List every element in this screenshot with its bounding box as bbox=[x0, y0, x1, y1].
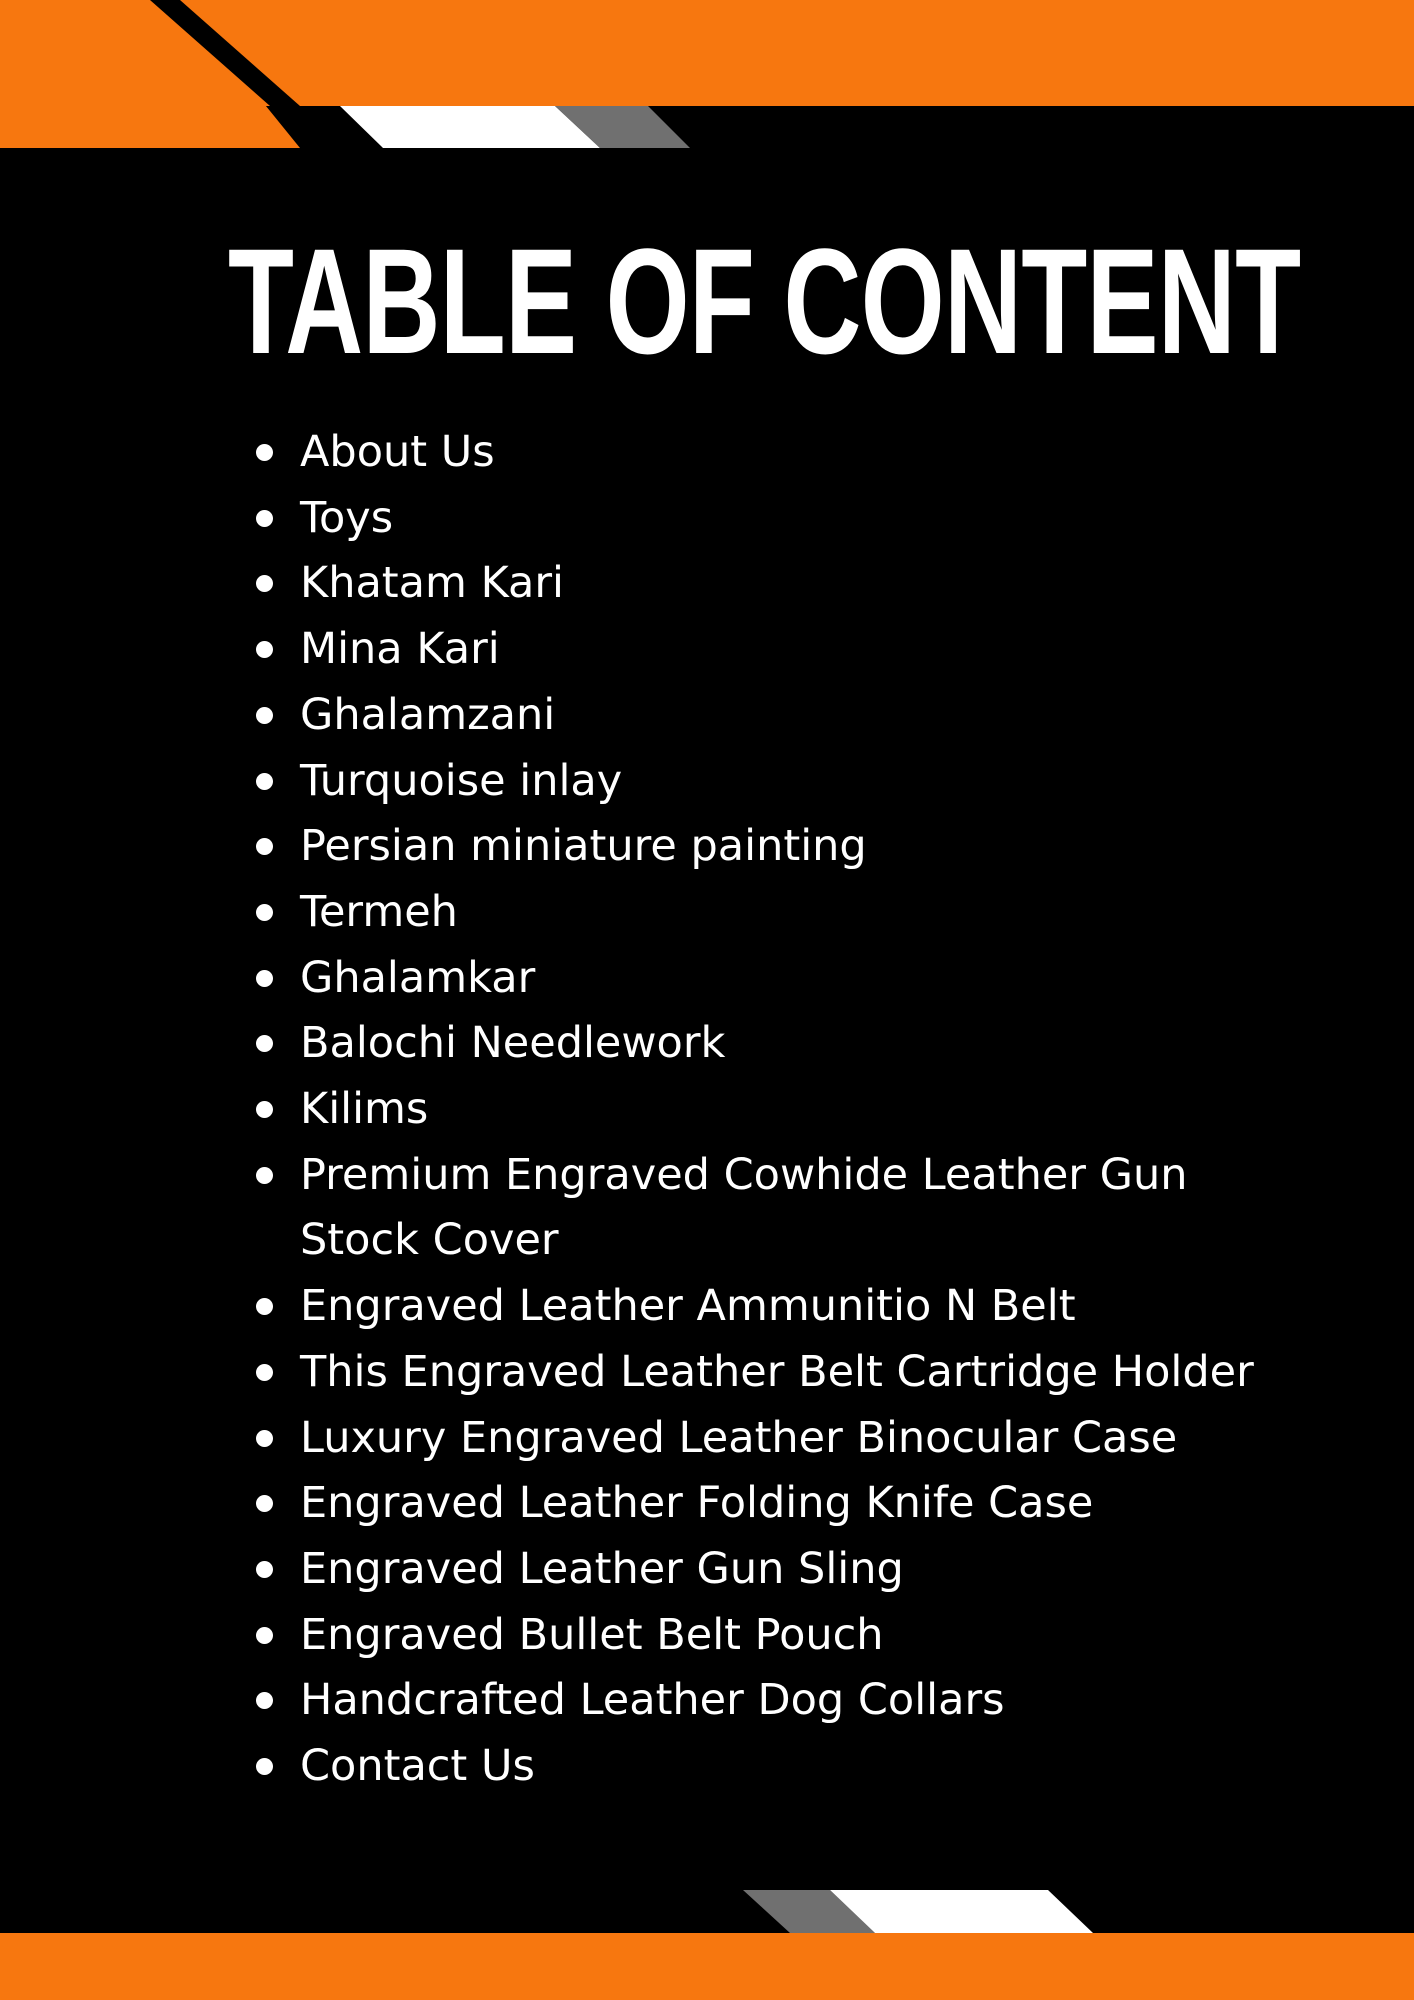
bullet-icon bbox=[256, 1167, 273, 1184]
bullet-icon bbox=[256, 970, 273, 987]
list-item-label: Ghalamkar bbox=[300, 952, 536, 1003]
list-item-label: Contact Us bbox=[300, 1741, 535, 1792]
bullet-icon bbox=[256, 1495, 273, 1512]
list-item-label: Premium Engraved Cowhide Leather Gun Stock Cover bbox=[300, 1149, 1188, 1266]
bullet-icon bbox=[256, 575, 273, 592]
bullet-icon bbox=[256, 1035, 273, 1052]
list-item bbox=[0, 1077, 1260, 1143]
list-item bbox=[0, 486, 1260, 552]
bullet-icon bbox=[256, 1758, 273, 1775]
bullet-icon bbox=[256, 1561, 273, 1578]
list-item bbox=[0, 1734, 1260, 1800]
list-item bbox=[0, 1011, 1260, 1077]
bullet-icon bbox=[256, 1692, 273, 1709]
list-item-label: Termeh bbox=[300, 886, 458, 937]
list-item bbox=[0, 1603, 1260, 1669]
bullet-icon bbox=[256, 1101, 273, 1118]
list-item-label: Handcrafted Leather Dog Collars bbox=[300, 1675, 1005, 1726]
bullet-icon bbox=[256, 707, 273, 724]
list-item bbox=[0, 1143, 1260, 1274]
list-item bbox=[0, 1340, 1260, 1406]
top-white-stripe bbox=[340, 106, 600, 148]
list-item-label: Khatam Kari bbox=[300, 558, 564, 609]
bullet-icon bbox=[256, 838, 273, 855]
list-item bbox=[0, 1668, 1260, 1734]
list-item bbox=[0, 814, 1260, 880]
list-item bbox=[0, 1406, 1260, 1472]
bullet-icon bbox=[256, 773, 273, 790]
list-item-label: Turquoise inlay bbox=[300, 755, 623, 806]
list-item-label: Engraved Leather Gun Sling bbox=[300, 1543, 904, 1594]
bullet-icon bbox=[256, 1298, 273, 1315]
list-item bbox=[0, 1537, 1260, 1603]
list-item-label: Balochi Needlework bbox=[300, 1018, 726, 1069]
bullet-icon bbox=[256, 1364, 273, 1381]
bottom-white-stripe bbox=[830, 1890, 1093, 1933]
bullet-icon bbox=[256, 904, 273, 921]
list-item-label: Luxury Engraved Leather Binocular Case bbox=[300, 1412, 1178, 1463]
page-title: TABLE OF CONTENT bbox=[228, 217, 1301, 385]
bullet-icon bbox=[256, 444, 273, 461]
list-item bbox=[0, 749, 1260, 815]
list-item-label: Engraved Leather Ammunitio N Belt bbox=[300, 1281, 1076, 1332]
list-item-label: Kilims bbox=[300, 1084, 429, 1135]
list-item-label: Persian miniature painting bbox=[300, 821, 867, 872]
list-item-label: Engraved Leather Folding Knife Case bbox=[300, 1478, 1094, 1529]
list-item bbox=[0, 420, 1260, 486]
list-item-label: Ghalamzani bbox=[300, 689, 556, 740]
list-item-label: About Us bbox=[300, 427, 495, 477]
list-item-label: This Engraved Leather Belt Cartridge Holder bbox=[300, 1346, 1254, 1397]
list-item bbox=[0, 617, 1260, 683]
list-item bbox=[0, 551, 1260, 617]
list-item-label: Toys bbox=[300, 492, 394, 543]
list-item-label: Engraved Bullet Belt Pouch bbox=[300, 1609, 884, 1660]
bullet-icon bbox=[256, 1430, 273, 1447]
list-item bbox=[0, 946, 1260, 1012]
table-of-contents-list bbox=[0, 420, 1414, 1800]
bottom-orange-bar bbox=[0, 1933, 1414, 2000]
bullet-icon bbox=[256, 641, 273, 658]
list-item-label: Mina Kari bbox=[300, 624, 500, 675]
list-item bbox=[0, 1274, 1260, 1340]
list-item bbox=[0, 1471, 1260, 1537]
list-item bbox=[0, 683, 1260, 749]
bullet-icon bbox=[256, 510, 273, 527]
bullet-icon bbox=[256, 1627, 273, 1644]
list-item bbox=[0, 880, 1260, 946]
